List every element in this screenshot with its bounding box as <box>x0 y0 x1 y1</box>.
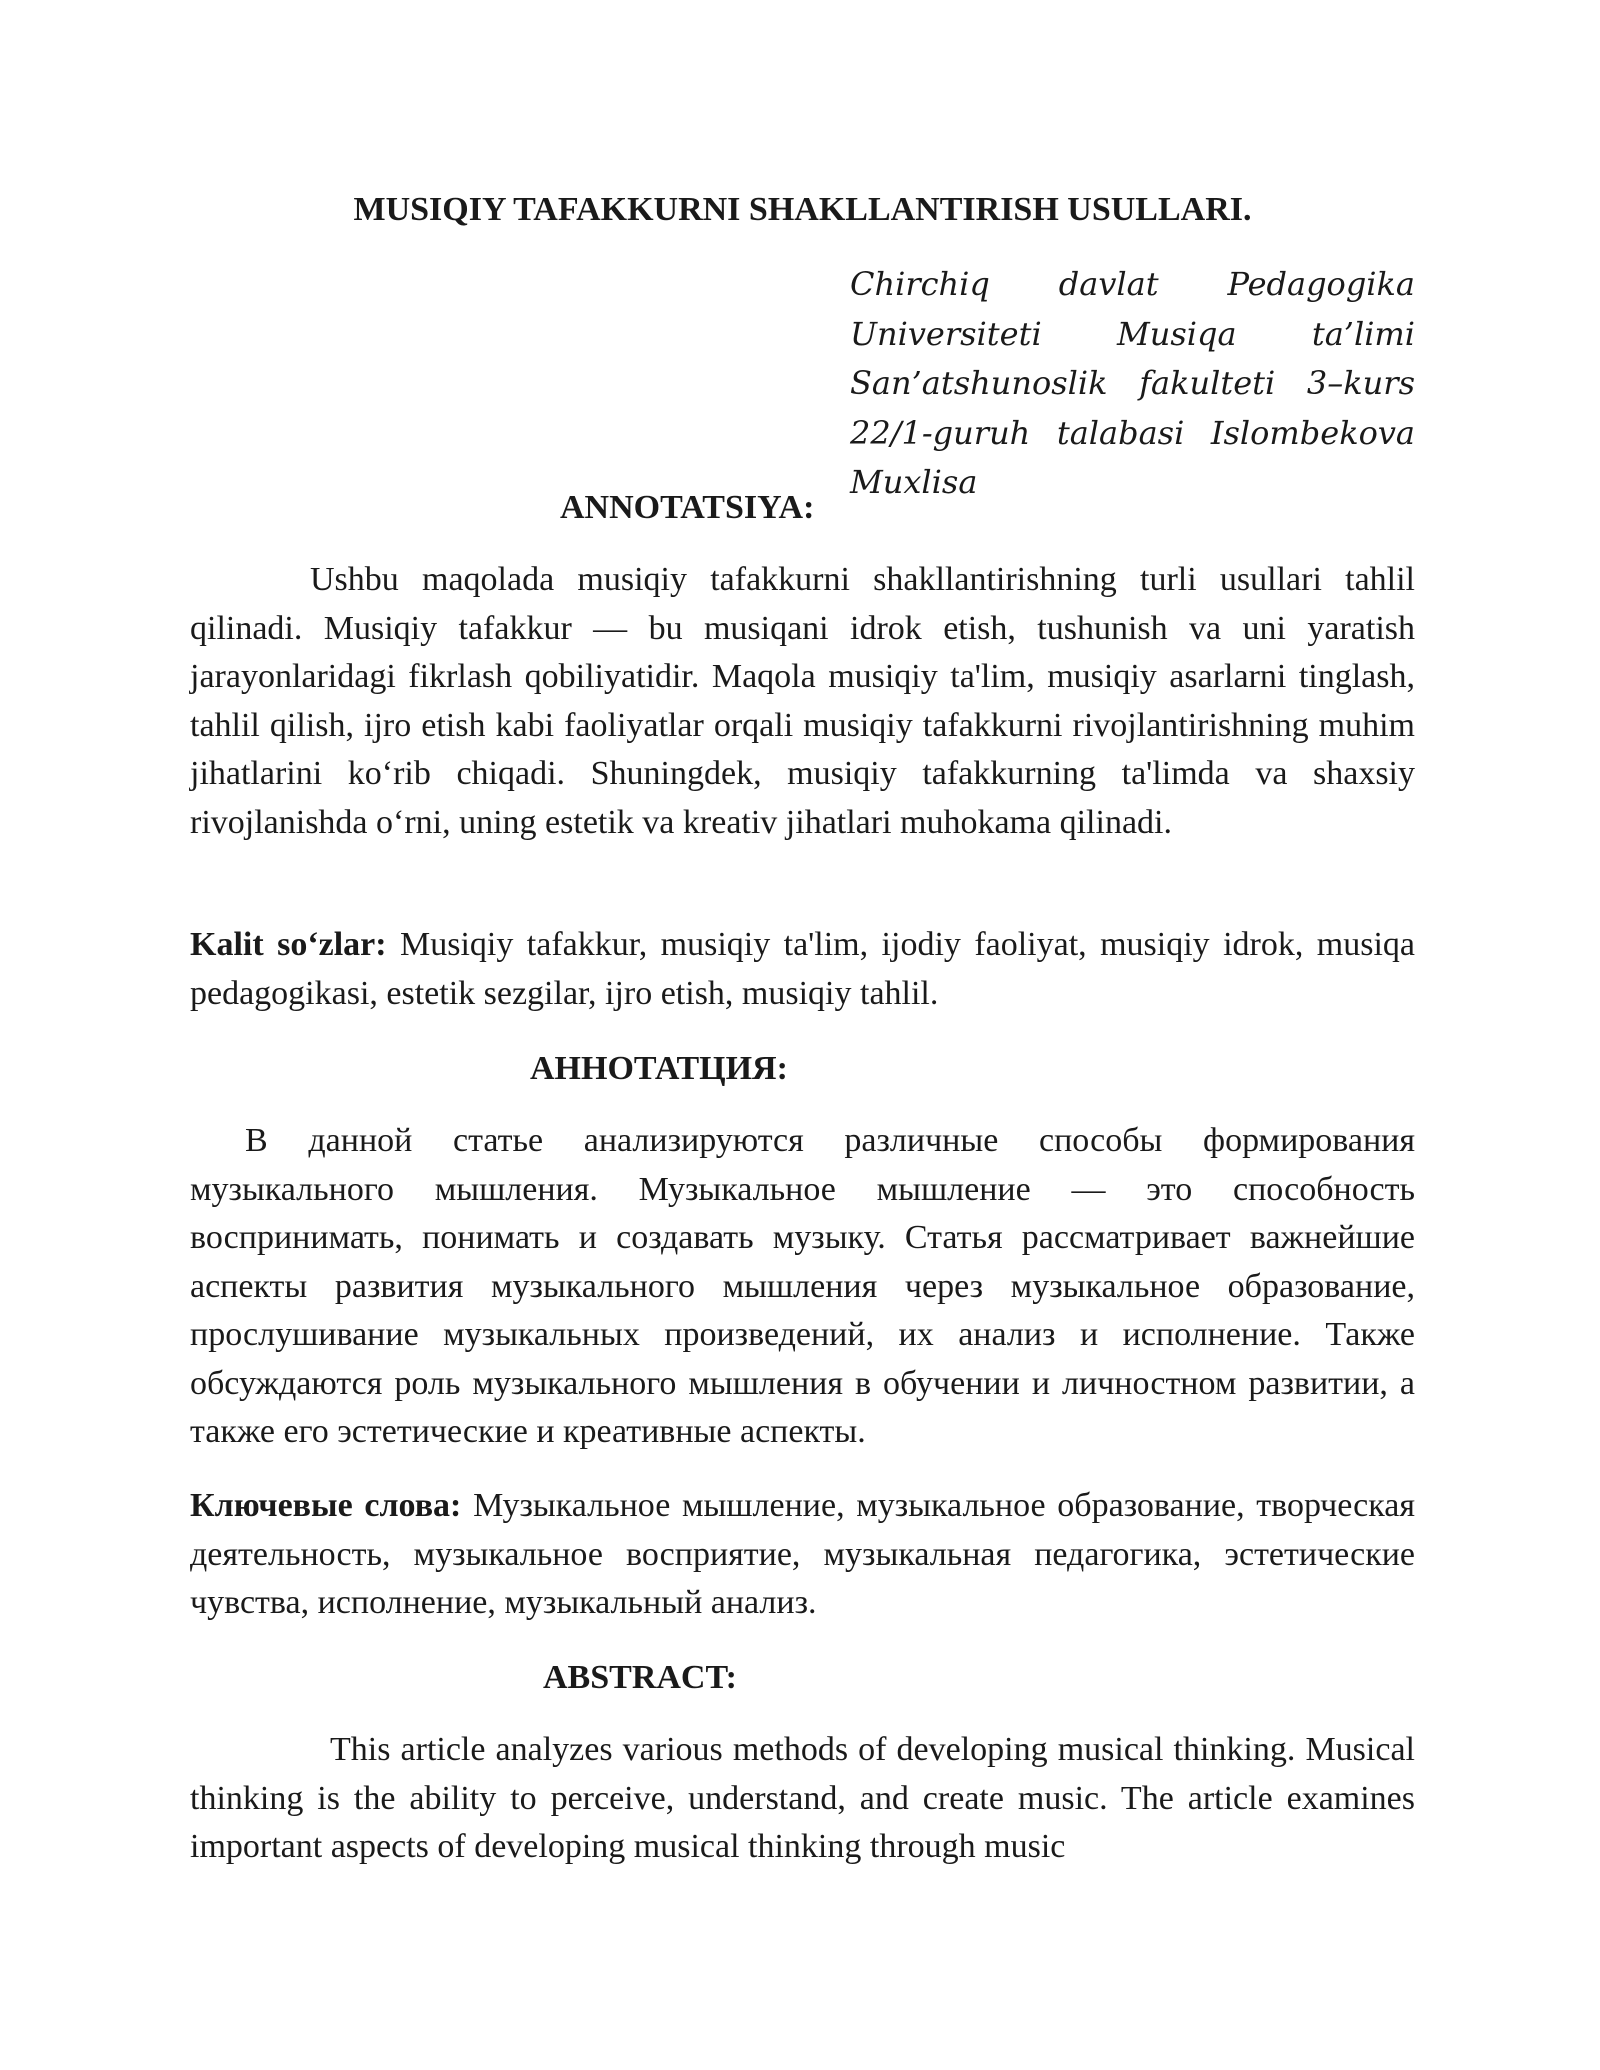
uz-keywords-label: Kalit so‘zlar: <box>190 926 387 963</box>
ru-keywords-label: Ключевые слова: <box>190 1487 462 1524</box>
document-title: MUSIQIY TAFAKKURNI SHAKLLANTIRISH USULLARI. <box>353 191 1252 228</box>
ru-annotation-body: В данной статье анализируются различные способы формирования музыкального мышления. Музыкальное мышление — это способность воспринимать, понимать и создавать музыку. Статья рассматривает важнейшие аспекты развития музыкального мышления через музыкальное образование, прослушивание музыкальных произведений, их анализ и исполнение. Также обсуждаются роль музыкального мышления в обучении и личностном развитии, а также его эстетические и креативные аспекты. <box>190 1122 1415 1450</box>
author-affiliation: Chirchiq davlat Pedagogika Universiteti Musiqa ta’limi San’atshunoslik fakulteti 3–kurs 22/1-guruh talabasi Islombekova Muxlisa <box>850 265 1415 501</box>
en-abstract-body: This article analyzes various methods of developing musical thinking. Musical thinking is the ability to perceive, understand, and create music. The article examines important aspects of developing musical thinking through music <box>190 1731 1415 1865</box>
en-abstract-heading: ABSTRACT: <box>543 1659 737 1696</box>
ru-keywords <box>190 1482 1415 1628</box>
uz-keywords-text: Musiqiy tafakkur, musiqiy ta'lim, ijodiy faoliyat, musiqiy idrok, musiqa pedagogikasi, estetik sezgilar, ijro etish, musiqiy tahlil. <box>190 926 1415 1012</box>
ru-keywords-text: Музыкальное мышление, музыкальное образование, творческая деятельность, музыкальное восприятие, музыкальная педагогика, эстетические чувства, исполнение, музыкальный анализ. <box>190 1487 1415 1621</box>
ru-annotation-heading: АННОТАТЦИЯ: <box>530 1050 788 1087</box>
uz-keywords <box>190 921 1415 1018</box>
uz-annotation-heading: ANNOTATSIYA: <box>560 489 815 526</box>
uz-annotation-body: Ushbu maqolada musiqiy tafakkurni shakllantirishning turli usullari tahlil qilinadi. Musiqiy tafakkur — bu musiqani idrok etish, tushunish va uni yaratish jarayonlaridagi fikrlash qobiliyatidir. Maqola musiqiy ta'lim, musiqiy asarlarni tinglash, tahlil qilish, ijro etish kabi faoliyatlar orqali musiqiy tafakkurni rivojlantirishning muhim jihatlarini ko‘rib chiqadi. Shuningdek, musiqiy tafakkurning ta'limda va shaxsiy rivojlanishda o‘rni, uning estetik va kreativ jihatlari muhokama qilinadi. <box>190 561 1415 841</box>
